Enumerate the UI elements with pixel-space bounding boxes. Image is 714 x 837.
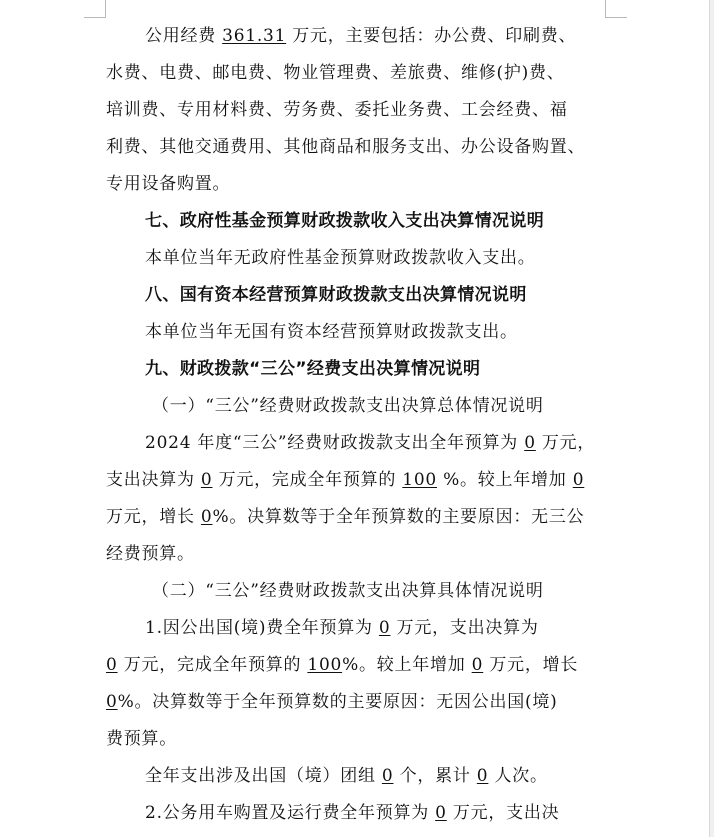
text-segment: 万元，主要包括：办公费、印刷费、: [286, 26, 577, 46]
paragraph-line: 费预算。: [106, 729, 177, 749]
underlined-value: 0: [524, 433, 536, 453]
underlined-value: 0: [106, 655, 118, 675]
window-right-edge: [709, 0, 714, 837]
text-segment: 1.因公出国(境)费全年预算为: [145, 618, 379, 638]
paragraph-line: 本单位当年无国有资本经营预算财政拨款支出。: [145, 322, 518, 342]
section-heading-government-funds: 七、政府性基金预算财政拨款收入支出决算情况说明: [145, 211, 545, 231]
paragraph-line: 利费、其他交通费用、其他商品和服务支出、办公设备购置、: [106, 137, 586, 157]
paragraph-line-budget-2024: [145, 431, 645, 455]
paragraph-line: 经费预算。: [106, 544, 195, 564]
underlined-value: 100: [402, 470, 437, 490]
subsection-heading-overview: （一）“三公”经费财政拨款支出决算总体情况说明: [152, 396, 544, 416]
page-corner-mark-right: [605, 0, 627, 18]
paragraph-line-overseas-budget: [145, 616, 645, 640]
text-segment: 支出决算为: [106, 470, 201, 490]
text-segment: 万元，支出决算为: [390, 618, 539, 638]
underlined-value: 0: [572, 470, 585, 490]
text-segment: 2024 年度“三公”经费财政拨款支出全年预算为: [145, 433, 525, 453]
paragraph-line-overseas-reason: [106, 690, 606, 714]
paragraph-line-overseas-groups: [145, 764, 645, 788]
text-segment: 人次。: [488, 766, 548, 786]
underlined-value: 361.31: [222, 26, 287, 46]
paragraph-line-completion: [106, 468, 606, 492]
paragraph-line-public-expenses: [145, 24, 645, 48]
subsection-heading-details: （二）“三公”经费财政拨款支出决算具体情况说明: [152, 581, 544, 601]
underlined-value: 0: [106, 692, 118, 712]
text-segment: 万元，完成全年预算的: [117, 655, 308, 675]
text-segment: 万元，支出决: [446, 803, 560, 823]
text-segment: 万元，增长: [483, 655, 579, 675]
underlined-value: 0: [378, 618, 391, 638]
page-corner-mark-left: [84, 0, 106, 18]
underlined-value: 100: [307, 655, 343, 675]
paragraph-line: 培训费、专用材料费、劳务费、委托业务费、工会经费、福: [106, 100, 568, 120]
text-segment: 万元，增长: [106, 507, 201, 527]
paragraph-line-overseas-completion: [106, 653, 606, 677]
paragraph-line: 水费、电费、邮电费、物业管理费、差旅费、维修(护)费、: [106, 63, 565, 83]
text-segment: %。决算数等于全年预算数的主要原因：无因公出国(境): [117, 692, 558, 712]
underlined-value: 0: [476, 766, 489, 786]
underlined-value: 0: [200, 507, 213, 527]
paragraph-line: 专用设备购置。: [106, 174, 231, 194]
underlined-value: 0: [435, 803, 447, 823]
text-segment: 个，累计: [393, 766, 477, 786]
text-segment: %。较上年增加: [437, 470, 573, 490]
section-heading-three-public-expenses: 九、财政拨款“三公”经费支出决算情况说明: [145, 359, 481, 379]
underlined-value: 0: [200, 470, 213, 490]
text-segment: %。较上年增加: [342, 655, 472, 675]
paragraph-line: 本单位当年无政府性基金预算财政拨款收入支出。: [145, 248, 536, 268]
underlined-value: 0: [471, 655, 484, 675]
text-segment: 2.公务用车购置及运行费全年预算为: [145, 803, 436, 823]
section-heading-state-capital: 八、国有资本经营预算财政拨款支出决算情况说明: [145, 285, 527, 305]
text-segment: %。决算数等于全年预算数的主要原因：无三公: [212, 507, 585, 527]
paragraph-line-vehicle-budget: [145, 801, 645, 825]
paragraph-line-growth: [106, 505, 606, 529]
text-segment: 万元，完成全年预算的: [212, 470, 403, 490]
text-segment: 公用经费: [145, 26, 223, 46]
text-segment: 万元，: [535, 433, 596, 453]
underlined-value: 0: [381, 766, 394, 786]
text-segment: 全年支出涉及出国（境）团组: [145, 766, 382, 786]
